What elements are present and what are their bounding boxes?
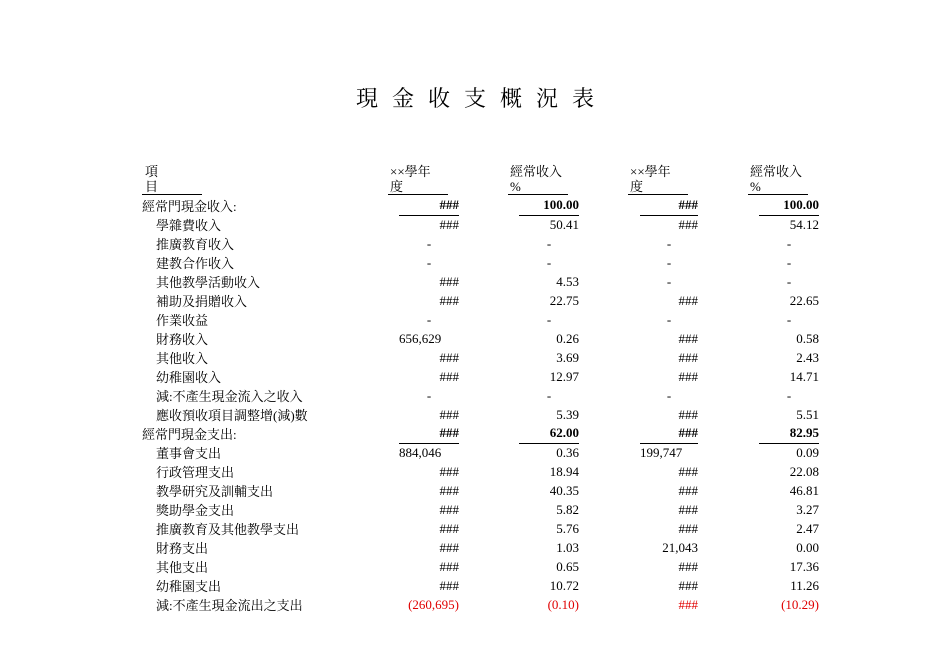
table-row <box>142 234 819 253</box>
table-row <box>142 538 819 557</box>
cell-percent-2: 0.00 <box>796 539 819 555</box>
cell-percent-2: 22.65 <box>789 292 819 308</box>
cell-percent-2: 46.81 <box>789 482 819 498</box>
cell-year-2: ### <box>678 558 698 574</box>
cell-year-1: - <box>426 311 432 327</box>
spacer <box>698 500 759 519</box>
spacer <box>579 329 640 348</box>
cell-percent-2: 0.09 <box>796 444 819 460</box>
spacer <box>459 424 519 443</box>
table-row <box>142 405 819 424</box>
table-row <box>142 462 819 481</box>
table-row <box>142 519 819 538</box>
cell-percent-1: - <box>546 387 552 403</box>
cell-percent-1: 1.03 <box>556 539 579 555</box>
spacer <box>459 291 519 310</box>
table-row <box>142 557 819 576</box>
cell-percent-1: 0.36 <box>556 444 579 460</box>
cell-year-2: - <box>666 387 672 403</box>
cell-percent-1: 5.39 <box>556 406 579 422</box>
cell-percent-2: 82.95 <box>759 424 819 443</box>
spacer <box>698 557 759 576</box>
cash-flow-table <box>142 196 819 614</box>
spacer <box>579 443 640 462</box>
table-row <box>142 386 819 405</box>
cell-year-2: ### <box>678 482 698 498</box>
cell-year-2: ### <box>678 463 698 479</box>
header-percent-2-line1: 經常收入 <box>750 164 803 179</box>
row-label: 推廣教育收入 <box>156 237 235 252</box>
cell-year-2: ### <box>678 520 698 536</box>
spacer <box>698 443 759 462</box>
cell-percent-1: 12.97 <box>549 368 579 384</box>
cell-percent-2: 5.51 <box>796 406 819 422</box>
spacer <box>579 310 640 329</box>
cell-year-2: - <box>666 235 672 251</box>
spacer <box>698 481 759 500</box>
cell-year-1: ### <box>439 501 459 517</box>
cell-year-1: ### <box>439 368 459 384</box>
cell-percent-2: (10.29) <box>781 596 819 612</box>
row-label: 幼稚園收入 <box>156 370 222 385</box>
cell-percent-2: - <box>786 254 792 270</box>
spacer <box>459 386 519 405</box>
cell-percent-1: 50.41 <box>549 216 579 232</box>
cell-percent-2: 3.27 <box>796 501 819 517</box>
table-row <box>142 367 819 386</box>
cell-year-1: ### <box>439 463 459 479</box>
spacer <box>459 443 519 462</box>
row-label: 補助及捐贈收入 <box>156 294 248 309</box>
table-row <box>142 310 819 329</box>
spacer <box>698 234 759 253</box>
spacer <box>579 253 640 272</box>
cell-year-2: - <box>666 254 672 270</box>
cell-year-2: 199,747 <box>640 444 683 460</box>
spacer <box>698 272 759 291</box>
spacer <box>459 462 519 481</box>
cell-year-2: - <box>666 273 672 289</box>
spacer <box>579 424 640 443</box>
cell-percent-2: - <box>786 311 792 327</box>
cell-percent-1: 18.94 <box>549 463 579 479</box>
spacer <box>459 519 519 538</box>
table-row <box>142 500 819 519</box>
page-title: 現金收支概況表 <box>355 86 608 111</box>
spacer <box>579 291 640 310</box>
cell-percent-1: 0.65 <box>556 558 579 574</box>
cell-year-1: - <box>426 387 432 403</box>
table-row <box>142 481 819 500</box>
cell-percent-2: 54.12 <box>789 216 819 232</box>
cell-year-1: ### <box>439 216 459 232</box>
cell-year-1: ### <box>439 292 459 308</box>
spacer <box>579 538 640 557</box>
row-label: 財務收入 <box>156 332 209 347</box>
header-percent-1-line1: 經常收入 <box>510 164 563 179</box>
spacer <box>459 595 519 614</box>
row-label: 其他教學活動收入 <box>156 275 261 290</box>
spacer <box>698 424 759 443</box>
spacer <box>579 500 640 519</box>
header-underline-item <box>142 194 202 195</box>
cell-percent-1: 5.76 <box>556 520 579 536</box>
spacer <box>698 595 759 614</box>
cell-percent-1: - <box>546 254 552 270</box>
cell-percent-1: 22.75 <box>549 292 579 308</box>
cell-percent-2: 100.00 <box>759 196 819 215</box>
header-item <box>145 164 158 194</box>
cell-percent-2: 14.71 <box>789 368 819 384</box>
cell-year-1: ### <box>439 539 459 555</box>
header-underline-col3 <box>628 194 688 195</box>
table-row <box>142 329 819 348</box>
row-label: 學雜費收入 <box>156 218 222 233</box>
header-underline-col4 <box>748 194 808 195</box>
spacer <box>459 196 519 215</box>
header-underline-col2 <box>508 194 568 195</box>
cell-percent-1: 4.53 <box>556 273 579 289</box>
row-label: 行政管理支出 <box>156 465 235 480</box>
cell-percent-2: 11.26 <box>790 577 819 593</box>
header-year-1 <box>390 164 431 194</box>
row-label: 作業收益 <box>156 313 209 328</box>
table-row <box>142 348 819 367</box>
spacer <box>459 557 519 576</box>
row-label: 董事會支出 <box>156 446 222 461</box>
spacer <box>459 234 519 253</box>
header-percent-2 <box>750 164 802 194</box>
spacer <box>459 538 519 557</box>
spacer <box>579 576 640 595</box>
spacer <box>698 253 759 272</box>
spacer <box>698 386 759 405</box>
row-label: 獎助學金支出 <box>156 503 235 518</box>
cell-year-2: ### <box>678 292 698 308</box>
row-label: 財務支出 <box>156 541 209 556</box>
spacer <box>459 481 519 500</box>
cell-percent-1: 0.26 <box>556 330 579 346</box>
spacer <box>579 234 640 253</box>
cell-percent-2: - <box>786 273 792 289</box>
spacer <box>579 196 640 215</box>
cell-year-1: ### <box>439 406 459 422</box>
cell-percent-1: - <box>546 311 552 327</box>
cell-year-1: ### <box>439 273 459 289</box>
cell-year-1: ### <box>439 520 459 536</box>
table-row <box>142 272 819 291</box>
cell-percent-1: 40.35 <box>549 482 579 498</box>
cell-percent-1: 3.69 <box>556 349 579 365</box>
header-year-1-line1: ××學年 <box>390 164 431 179</box>
cell-year-1: - <box>426 235 432 251</box>
spacer <box>459 329 519 348</box>
cell-year-2: ### <box>640 424 698 443</box>
spacer <box>698 538 759 557</box>
cell-year-2: ### <box>678 501 698 517</box>
header-year-1-line2: 度 <box>390 179 404 194</box>
cell-year-1: ### <box>439 482 459 498</box>
cell-percent-2: - <box>786 387 792 403</box>
table-row <box>142 196 819 215</box>
header-percent-1 <box>510 164 562 194</box>
spacer <box>459 253 519 272</box>
cell-percent-1: (0.10) <box>547 596 579 612</box>
header-underline-col1 <box>388 194 448 195</box>
spacer <box>579 272 640 291</box>
cell-year-1: ### <box>399 424 459 443</box>
spacer <box>579 215 640 234</box>
row-label: 減:不產生現金流入之收入 <box>156 389 303 404</box>
table-row <box>142 215 819 234</box>
row-label: 其他收入 <box>156 351 209 366</box>
spacer <box>698 215 759 234</box>
cell-percent-2: 2.47 <box>796 520 819 536</box>
row-label: 建教合作收入 <box>156 256 235 271</box>
cell-year-1: - <box>426 254 432 270</box>
spacer <box>698 196 759 215</box>
spacer <box>459 310 519 329</box>
spacer <box>698 367 759 386</box>
cell-year-1: ### <box>439 349 459 365</box>
cell-year-2: ### <box>678 330 698 346</box>
spacer <box>698 291 759 310</box>
row-label: 其他支出 <box>156 560 209 575</box>
spacer <box>579 386 640 405</box>
cell-percent-2: 0.58 <box>796 330 819 346</box>
spacer <box>579 595 640 614</box>
header-year-2-line2: 度 <box>630 179 644 194</box>
row-label: 教學研究及訓輔支出 <box>156 484 274 499</box>
spacer <box>579 557 640 576</box>
spacer <box>698 329 759 348</box>
table-row <box>142 424 819 443</box>
table-row <box>142 253 819 272</box>
cell-percent-2: 22.08 <box>789 463 819 479</box>
spacer <box>459 500 519 519</box>
spacer <box>459 576 519 595</box>
cell-year-2: ### <box>678 577 698 593</box>
spacer <box>698 405 759 424</box>
spacer <box>698 576 759 595</box>
spacer <box>579 348 640 367</box>
cell-year-2: ### <box>678 349 698 365</box>
cell-year-1: (260,695) <box>408 596 459 612</box>
spacer <box>579 367 640 386</box>
table-row <box>142 291 819 310</box>
cell-year-1: ### <box>399 196 459 215</box>
cell-year-2: 21,043 <box>662 539 698 555</box>
cell-year-1: ### <box>439 577 459 593</box>
header-percent-2-line2: % <box>750 179 761 194</box>
row-label: 經常門現金支出: <box>142 427 237 442</box>
spacer <box>459 272 519 291</box>
spacer <box>698 519 759 538</box>
cell-year-1: 656,629 <box>399 330 442 346</box>
spacer <box>459 215 519 234</box>
cell-percent-2: 2.43 <box>796 349 819 365</box>
cell-percent-1: 5.82 <box>556 501 579 517</box>
spacer <box>698 348 759 367</box>
spacer <box>579 462 640 481</box>
cell-percent-1: 100.00 <box>519 196 579 215</box>
cell-year-2: ### <box>678 406 698 422</box>
cell-percent-1: - <box>546 235 552 251</box>
row-label: 幼稚園支出 <box>156 579 222 594</box>
spacer <box>459 367 519 386</box>
header-item-line1: 項 <box>145 164 159 179</box>
cell-percent-2: - <box>786 235 792 251</box>
row-label: 應收預收項目調整增(減)數 <box>156 408 308 423</box>
table-row <box>142 595 819 614</box>
header-year-2-line1: ××學年 <box>630 164 671 179</box>
cell-year-2: - <box>666 311 672 327</box>
spacer <box>459 348 519 367</box>
spacer <box>579 519 640 538</box>
cell-year-2: ### <box>678 368 698 384</box>
row-label: 經常門現金收入: <box>142 199 237 214</box>
table-row <box>142 576 819 595</box>
table-row <box>142 443 819 462</box>
cell-percent-2: 17.36 <box>789 558 819 574</box>
cell-year-2: ### <box>678 596 698 612</box>
cell-year-1: ### <box>439 558 459 574</box>
header-item-line2: 目 <box>145 179 159 194</box>
row-label: 推廣教育及其他教學支出 <box>156 522 300 537</box>
cell-year-1: 884,046 <box>399 444 442 460</box>
spacer <box>579 405 640 424</box>
spacer <box>579 481 640 500</box>
row-label: 減:不產生現金流出之支出 <box>156 598 303 613</box>
header-year-2 <box>630 164 671 194</box>
spacer <box>459 405 519 424</box>
spacer <box>698 310 759 329</box>
cell-percent-1: 10.72 <box>549 577 579 593</box>
spacer <box>698 462 759 481</box>
cell-percent-1: 62.00 <box>519 424 579 443</box>
cell-year-2: ### <box>678 216 698 232</box>
header-percent-1-line2: % <box>510 179 521 194</box>
cell-year-2: ### <box>640 196 698 215</box>
